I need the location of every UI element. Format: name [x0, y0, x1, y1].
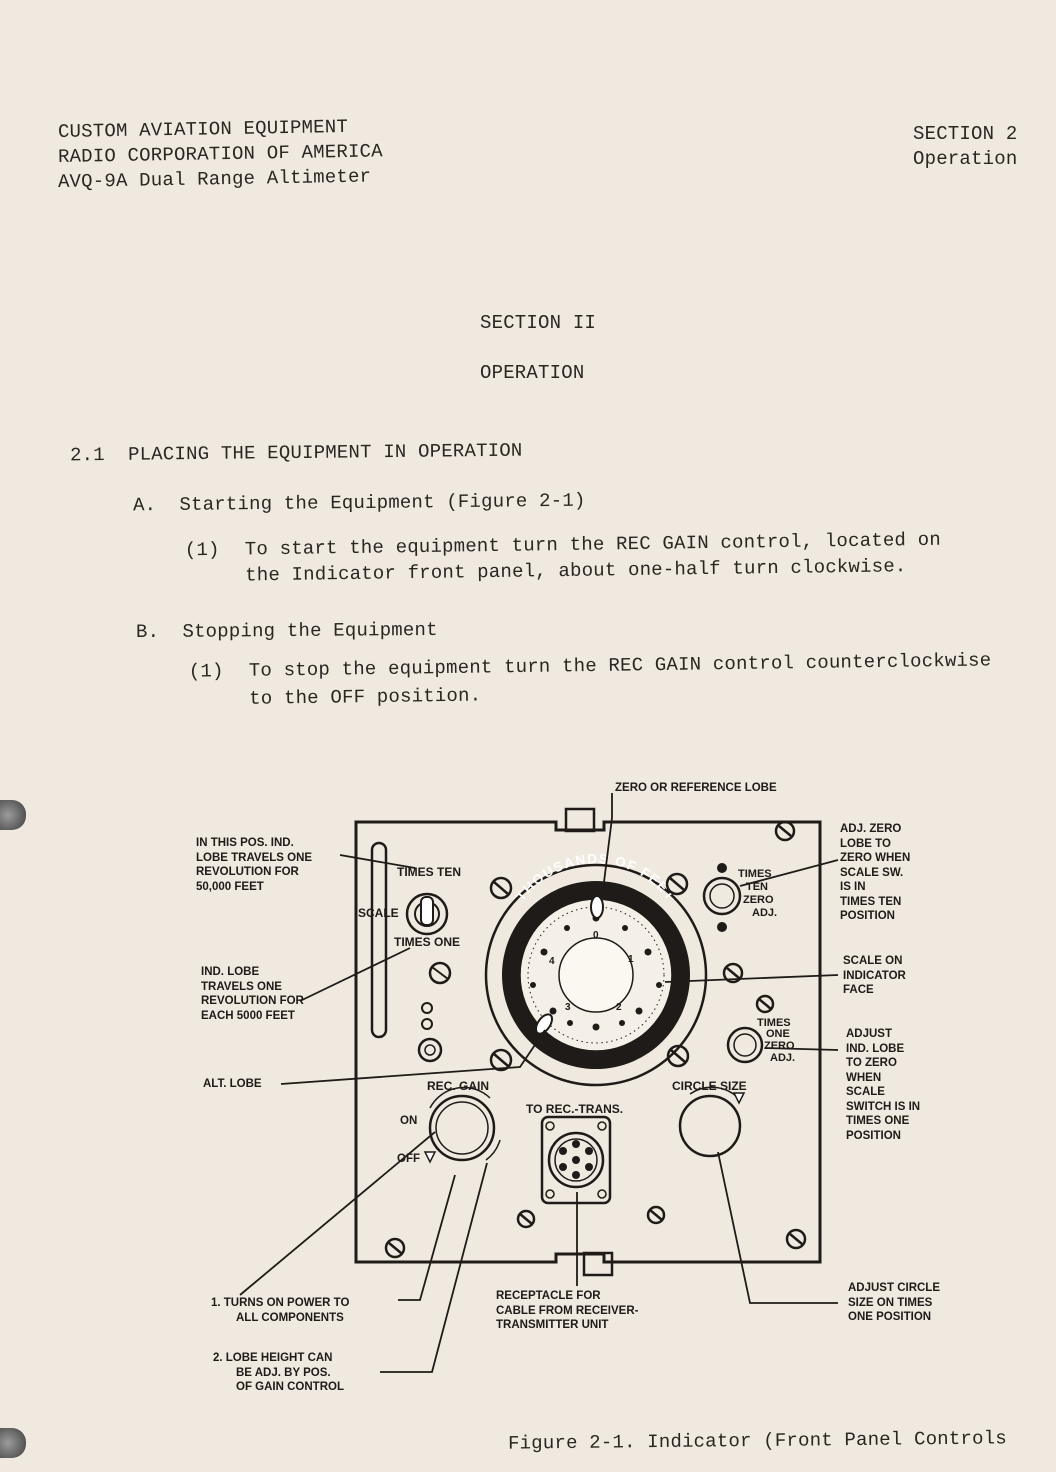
header-line-product: AVQ-9A Dual Range Altimeter: [57, 165, 372, 193]
dial-number-0: 0: [593, 930, 599, 941]
pilot-dot: [717, 922, 727, 932]
callout-turns-on-power: 1. TURNS ON POWER TO ALL COMPONENTS: [211, 1297, 350, 1324]
times-ten-zero-adj-label: [738, 868, 777, 919]
times-ten-zero-adj-knob[interactable]: [704, 878, 740, 914]
rec-trans-connector: [542, 1117, 610, 1203]
rec-gain-knob[interactable]: [425, 1087, 500, 1162]
callout-zero-lobe: ZERO OR REFERENCE LOBE: [615, 782, 777, 794]
circle-size-knob[interactable]: [680, 1087, 744, 1156]
item-b-title: Stopping the Equipment: [182, 618, 438, 643]
times-one-zero-adj-knob[interactable]: [728, 1028, 762, 1062]
svg-text:ZERO: ZERO: [764, 1040, 795, 1052]
item-b-letter: B.: [135, 620, 160, 644]
svg-text:TIMES: TIMES: [738, 868, 772, 880]
to-rec-trans-label: TO REC.-TRANS.: [526, 1102, 624, 1116]
on-label: ON: [400, 1115, 418, 1127]
item-a-step-number: (1): [184, 538, 220, 562]
scale-toggle-switch[interactable]: [407, 894, 447, 934]
rec-gain-label: REC. GAIN: [427, 1079, 490, 1093]
dial-number-3: 3: [565, 1002, 571, 1013]
dial-number-2: 2: [616, 1002, 622, 1013]
item-a-step-line-2: the Indicator front panel, about one-half turn clockwise.: [245, 555, 907, 587]
callout-scale-on-face: SCALE ON INDICATOR FACE: [843, 955, 906, 996]
header-line-corporation: RADIO CORPORATION OF AMERICA: [57, 140, 383, 168]
subsection-title: PLACING THE EQUIPMENT IN OPERATION: [127, 439, 523, 466]
section-subtitle: OPERATION: [480, 362, 585, 384]
top-latch: [566, 809, 594, 831]
pilot-dot: [717, 863, 727, 873]
svg-text:ZERO: ZERO: [743, 894, 774, 906]
svg-text:ONE: ONE: [766, 1028, 790, 1040]
figure-caption: Figure 2-1. Indicator (Front Panel Controls: [507, 1427, 1007, 1455]
indicator-lamp: [419, 1039, 441, 1061]
off-label: OFF: [397, 1153, 420, 1165]
small-screw: [422, 1003, 432, 1013]
section-title: SECTION II: [480, 312, 597, 334]
svg-text:TEN: TEN: [746, 881, 768, 893]
callout-alt-lobe: ALT. LOBE: [203, 1078, 262, 1090]
lock-screw: [430, 963, 450, 983]
callout-times-one-position: IND. LOBE TRAVELS ONE REVOLUTION FOR EACH 5000 FEET: [201, 966, 304, 1022]
header-line-company: CUSTOM AVIATION EQUIPMENT: [57, 115, 349, 143]
svg-text:ADJ.: ADJ.: [770, 1052, 796, 1064]
panel-screws-bottom: [386, 1207, 805, 1257]
svg-text:ADJ.: ADJ.: [752, 907, 778, 919]
scale-label: SCALE: [358, 906, 399, 920]
item-b-step-number: (1): [188, 660, 224, 683]
dial-ring-label: THOUSANDS OF FEET: [513, 851, 679, 904]
bottom-latch: [584, 1253, 612, 1275]
svg-text:TIMES: TIMES: [757, 1017, 791, 1029]
times-one-label: TIMES ONE: [394, 935, 461, 949]
item-a-letter: A.: [132, 494, 157, 517]
callout-times-ten-position: IN THIS POS. IND. LOBE TRAVELS ONE REVOLUTION FOR 50,000 FEET: [196, 837, 313, 893]
item-a-step-line-1: To start the equipment turn the REC GAIN control, located on: [244, 528, 942, 561]
times-ten-label: TIMES TEN: [397, 865, 462, 879]
times-one-zero-adj-label: [757, 1017, 795, 1064]
item-b-step-line-2: to the OFF position.: [249, 684, 482, 710]
circle-size-label: CIRCLE SIZE: [672, 1079, 747, 1093]
small-screw: [422, 1019, 432, 1029]
item-b-step-line-1: To stop the equipment turn the REC GAIN control counterclockwise: [248, 649, 992, 682]
callout-receptacle: RECEPTACLE FOR CABLE FROM RECEIVER- TRANSMITTER UNIT: [496, 1290, 639, 1331]
callout-adj-zero-lobe: ADJ. ZERO LOBE TO ZERO WHEN SCALE SW. IS IN TIMES TEN POSITION: [840, 823, 911, 922]
item-a-title: Starting the Equipment (Figure 2-1): [179, 489, 586, 516]
callout-lobe-height: 2. LOBE HEIGHT CAN BE ADJ. BY POS. OF GAIN CONTROL: [213, 1352, 344, 1393]
dial-number-1: 1: [628, 954, 634, 965]
callout-adjust-circle-size: ADJUST CIRCLE SIZE ON TIMES ONE POSITION: [848, 1282, 941, 1323]
header-section-name: Operation: [913, 148, 1018, 170]
zero-lobe-marker: [591, 896, 603, 918]
scale-slot: [372, 843, 386, 1037]
callout-adjust-ind-lobe: ADJUST IND. LOBE TO ZERO WHEN SCALE SWITCH IS IN TIMES ONE POSITION: [846, 1028, 921, 1142]
header-section-number: SECTION 2: [913, 123, 1018, 145]
subsection-number: 2.1: [69, 444, 105, 467]
dial-number-4: 4: [549, 956, 555, 967]
